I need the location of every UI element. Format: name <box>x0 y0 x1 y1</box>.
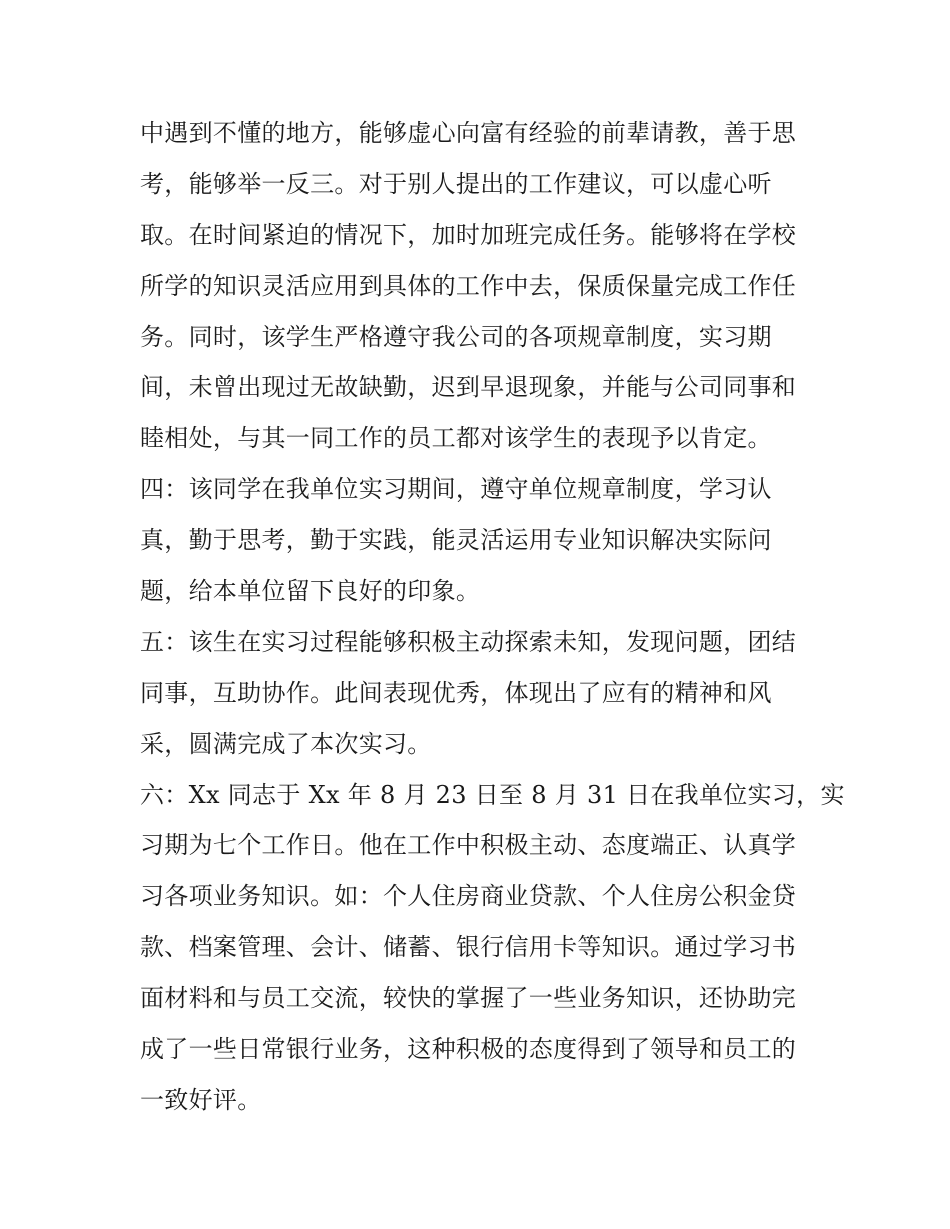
text-line: 题，给本单位留下良好的印象。 <box>140 577 481 606</box>
text-line: 习期为七个工作日。他在工作中积极主动、态度端正、认真学 <box>140 831 797 860</box>
text-line: 采，圆满完成了本次实习。 <box>140 729 432 758</box>
text-line: 中遇到不懂的地方，能够虚心向富有经验的前辈请教，善于思 <box>140 119 797 147</box>
paragraph-five-line: 五：该生在实习过程能够积极主动探索未知，发现问题，团结 <box>140 627 797 656</box>
text-line: 同事，互助协作。此间表现优秀，体现出了应有的精神和风 <box>140 678 772 707</box>
text-line: 习各项业务知识。如：个人住房商业贷款、个人住房公积金贷 <box>140 882 797 911</box>
text-line: 所学的知识灵活应用到具体的工作中去，保质保量完成工作任 <box>140 271 797 300</box>
text-line: 考，能够举一反三。对于别人提出的工作建议，可以虚心听 <box>140 169 772 198</box>
text-line: 间，未曾出现过无故缺勤，迟到早退现象，并能与公司同事和 <box>140 373 797 402</box>
text-line: 一致好评。 <box>140 1085 262 1114</box>
paragraph-six-line: 六：Xx 同志于 Xx 年 8 月 23 日至 8 月 31 日在我单位实习，实 <box>140 780 845 809</box>
text-line: 真，勤于思考，勤于实践，能灵活运用专业知识解决实际问 <box>140 526 772 555</box>
document-body <box>140 108 845 1126</box>
text-line: 取。在时间紧迫的情况下，加时加班完成任务。能够将在学校 <box>140 220 797 249</box>
text-line: 成了一些日常银行业务，这种积极的态度得到了领导和员工的 <box>140 1035 797 1064</box>
text-line: 务。同时，该学生严格遵守我公司的各项规章制度，实习期 <box>140 322 772 351</box>
text-line: 款、档案管理、会计、储蓄、银行信用卡等知识。通过学习书 <box>140 933 797 962</box>
paragraph-four-line: 四：该同学在我单位实习期间，遵守单位规章制度，学习认 <box>140 475 772 504</box>
text-line: 面材料和与员工交流，较快的掌握了一些业务知识，还协助完 <box>140 984 797 1013</box>
text-line: 睦相处，与其一同工作的员工都对该学生的表现予以肯定。 <box>140 424 772 453</box>
